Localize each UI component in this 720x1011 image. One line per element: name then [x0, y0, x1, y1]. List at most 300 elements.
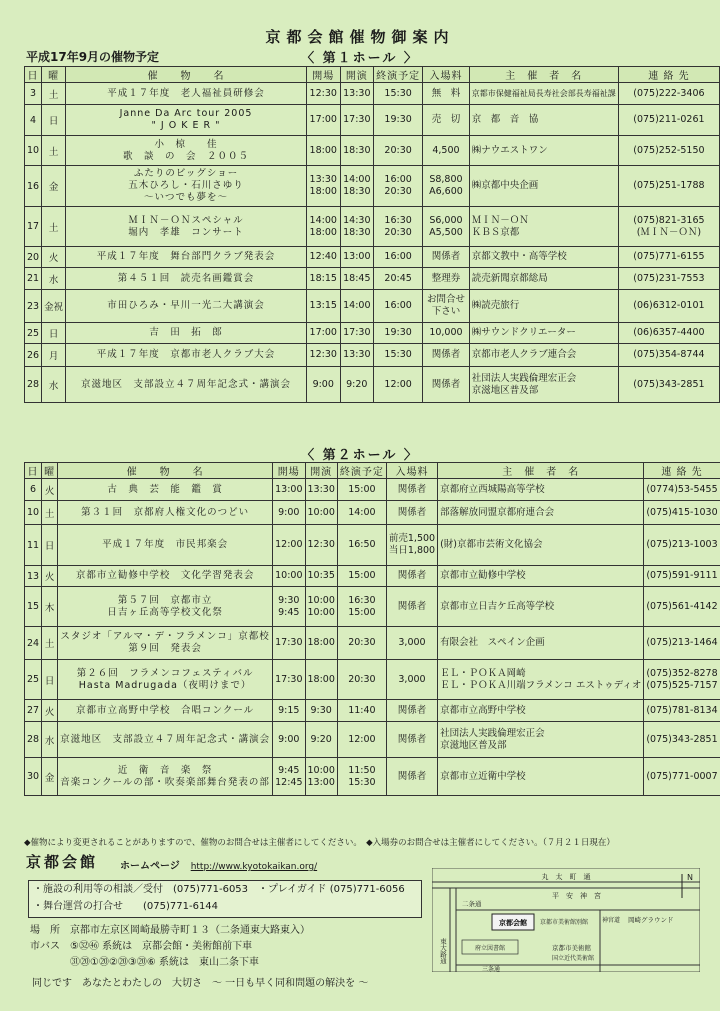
contact-cell-line: (075)213-1464: [646, 637, 718, 648]
address-text: 場 所 京都市左京区岡崎最勝寺町１３（二条通東大路東入）: [30, 925, 310, 936]
organizer-cell-line: 社団法人実践倫理宏正会: [471, 372, 577, 384]
start-time-cell-line: 14:00: [343, 174, 371, 185]
day-cell: 24: [25, 627, 42, 660]
open-time-cell: [306, 166, 340, 207]
event-cell: [58, 700, 273, 722]
table-row: [25, 722, 720, 758]
end-time-cell-line: 20:45: [384, 272, 412, 284]
end-time-cell-line: 14:00: [348, 506, 376, 518]
end-time-cell: [374, 166, 423, 207]
start-time-cell-line: 14:30: [343, 214, 371, 226]
start-time-cell-line: 18:30: [343, 186, 371, 197]
event-cell-line: " J O K E R ": [151, 120, 221, 131]
open-time-cell-line: 9:00: [278, 506, 300, 518]
nijo-label: 二条通: [462, 900, 482, 908]
open-time-cell-line: 12:45: [275, 776, 303, 788]
slogan-text: 同じです あなたとわたしの 大切さ 〜 一日も早く同和問題の解決を 〜: [32, 978, 369, 989]
organizer-cell-line: 京都文教中・高等学校: [471, 251, 567, 262]
day-cell: 4: [25, 105, 42, 136]
access-map: [432, 868, 700, 972]
contact-cell-line: (075)771-0007: [646, 770, 718, 782]
organizer-cell-line: (財)京都市芸術文化協会: [440, 539, 543, 550]
open-time-cell-line: 12:30: [309, 87, 337, 99]
start-time-cell-line: 10:00: [307, 594, 335, 606]
start-time-cell-line: 13:00: [307, 776, 335, 788]
start-time-cell: [305, 660, 337, 700]
end-time-cell-line: 16:50: [348, 539, 376, 550]
fee-cell: [386, 700, 437, 722]
weekday-cell: 土: [42, 136, 66, 166]
day-cell: 3: [25, 83, 42, 105]
fee-cell: [423, 290, 470, 323]
day-cell: 16: [25, 166, 42, 207]
weekday-cell: 土: [42, 207, 66, 247]
end-time-cell: [337, 660, 386, 700]
col-fee: 入場料: [386, 463, 437, 479]
open-time-cell: [306, 105, 340, 136]
day-cell: 27: [25, 700, 42, 722]
contact-cell: [618, 136, 719, 166]
organizer-cell: [469, 166, 618, 207]
fee-cell-line: 当日1,800: [388, 545, 436, 556]
weekday-cell: 金: [42, 758, 58, 796]
start-time-cell-line: 12:30: [307, 539, 335, 550]
open-time-cell: [306, 268, 340, 290]
day-cell: 23: [25, 290, 42, 323]
venue-name: 京都会館: [26, 853, 99, 871]
contact-cell-line: (06)6357-4400: [633, 327, 705, 338]
col-weekday: 曜: [42, 463, 58, 479]
contact-cell-line: (ＭＩＮ－ＯＮ): [636, 226, 702, 238]
start-time-cell: [305, 722, 337, 758]
organizer-cell-line: 京都市立日吉ケ丘高等学校: [440, 600, 555, 612]
organizer-cell-line: 京滋地区普及部: [440, 739, 507, 751]
contact-cell: [618, 268, 719, 290]
start-time-cell: [340, 290, 374, 323]
jingu-label: 神宮道: [602, 917, 621, 924]
event-cell: [58, 501, 273, 525]
contact-cell-line: (0774)53-5455: [646, 483, 718, 495]
event-cell-line: 音楽コンクールの部・吹奏楽部舞台発表の部: [60, 776, 270, 788]
open-time-cell-line: 17:30: [275, 637, 303, 648]
contact-cell: [644, 660, 720, 700]
event-cell: [66, 83, 307, 105]
contact-cell-line: (06)6312-0101: [633, 300, 705, 311]
fee-cell: [386, 525, 437, 566]
open-time-cell: [306, 207, 340, 247]
contact-line-2: ・舞台運営の打合せ (075)771-6144: [33, 901, 219, 912]
contact-cell-line: (075)591-9111: [646, 570, 718, 581]
table-row: [25, 105, 720, 136]
organizer-cell: [469, 83, 618, 105]
start-time-cell: [340, 323, 374, 344]
open-time-cell: [273, 587, 305, 627]
event-cell-line: スタジオ「アルマ・デ・フラメンコ」京都校: [60, 631, 270, 642]
contact-cell-line: (075)415-1030: [646, 506, 718, 518]
organizer-cell-line: 京都市保健福祉局長寿社会部長寿福祉課: [471, 88, 616, 98]
start-time-cell-line: 18:30: [343, 226, 371, 238]
start-time-cell-line: 9:20: [346, 378, 368, 390]
contact-cell-line: (075)354-8744: [633, 349, 705, 360]
fee-cell-line: 下さい: [431, 306, 461, 317]
start-time-cell-line: 10:35: [307, 570, 335, 581]
start-time-cell: [340, 166, 374, 207]
table-header-row: [25, 463, 720, 479]
event-cell-line: 市田ひろみ・早川一光二大講演会: [107, 300, 265, 311]
fee-cell: [386, 660, 437, 700]
weekday-cell: 火: [42, 479, 58, 501]
contact-cell: [618, 166, 719, 207]
contact-cell: [618, 83, 719, 105]
contact-cell-line: (075)525-7157: [646, 679, 718, 691]
contact-cell: [618, 207, 719, 247]
organizer-cell: [438, 566, 644, 587]
start-time-cell: [340, 367, 374, 403]
event-cell-line: 堀内 孝雄 コンサート: [128, 226, 244, 238]
end-time-cell: [374, 83, 423, 105]
weekday-cell: 土: [42, 83, 66, 105]
organizer-cell: [438, 660, 644, 700]
col-contact: 連 絡 先: [644, 463, 720, 479]
contact-cell-line: (075)231-7553: [633, 272, 705, 284]
open-time-cell-line: 17:30: [275, 673, 303, 685]
open-time-cell: [273, 627, 305, 660]
event-cell-line: 日吉ヶ丘高等学校文化祭: [107, 606, 223, 618]
col-day: 日: [25, 463, 42, 479]
start-time-cell-line: 13:30: [343, 349, 371, 360]
start-time-cell-line: 17:30: [343, 114, 371, 125]
col-start: 開演: [305, 463, 337, 479]
open-time-cell: [306, 83, 340, 105]
contact-cell: [618, 367, 719, 403]
hall1-schedule-table: [24, 66, 720, 403]
fee-cell-line: 関係者: [397, 600, 427, 612]
organizer-cell: [438, 525, 644, 566]
event-cell-line: 平成１７年度 老人福祉員研修会: [107, 87, 265, 99]
organizer-cell: [438, 700, 644, 722]
organizer-cell-line: ㈱京都中央企画: [471, 180, 539, 191]
fee-cell: [423, 367, 470, 403]
bus-line-2: ㉛⑳①⑳②⑳③⑳⑥ 系統は 東山二条下車: [30, 957, 260, 968]
open-time-cell-line: 18:00: [309, 144, 337, 156]
end-time-cell-line: 11:40: [348, 704, 376, 716]
organizer-cell: [469, 247, 618, 268]
weekday-cell: 火: [42, 566, 58, 587]
fee-cell: [386, 479, 437, 501]
contact-cell: [644, 627, 720, 660]
start-time-cell: [340, 105, 374, 136]
fee-cell-line: 4,500: [432, 144, 460, 156]
contact-line-1: ・施設の利用等の相談／受付 (075)771-6053 ・プレイガイド (075)771-6056: [33, 884, 405, 895]
heian-label: 平 安 神 宮: [552, 892, 601, 900]
col-event: 催 物 名: [66, 67, 307, 83]
col-start: 開演: [340, 67, 374, 83]
start-time-cell: [305, 566, 337, 587]
day-cell: 10: [25, 501, 42, 525]
start-time-cell-line: 18:30: [343, 144, 371, 156]
start-time-cell: [305, 587, 337, 627]
open-time-cell: [306, 136, 340, 166]
north-label: N: [687, 873, 693, 882]
end-time-cell: [374, 105, 423, 136]
event-cell-line: Janne Da Arc tour 2005: [119, 108, 253, 119]
organizer-cell-line: 京都市老人クラブ連合会: [471, 349, 577, 360]
open-time-cell: [306, 367, 340, 403]
contact-cell-line: (075)821-3165: [633, 214, 705, 226]
end-time-cell: [374, 247, 423, 268]
start-time-cell: [340, 247, 374, 268]
table-row: [25, 660, 720, 700]
fee-cell: [423, 166, 470, 207]
day-cell: 25: [25, 660, 42, 700]
event-cell: [66, 136, 307, 166]
open-time-cell-line: 18:15: [309, 272, 337, 284]
start-time-cell: [340, 268, 374, 290]
fee-cell-line: 関係者: [397, 506, 427, 518]
fee-cell-line: 関係者: [431, 378, 461, 390]
table-row: [25, 758, 720, 796]
event-cell-line: ＭＩＮ－ＯＮスペシャル: [128, 214, 244, 226]
start-time-cell: [340, 207, 374, 247]
organizer-cell-line: 京都市立近衛中学校: [440, 770, 526, 782]
col-organizer: 主 催 者 名: [469, 67, 618, 83]
sanjo-label: 三条通: [482, 966, 501, 972]
weekday-cell: 日: [42, 660, 58, 700]
end-time-cell-line: 11:50: [348, 764, 376, 776]
day-cell: 6: [25, 479, 42, 501]
end-time-cell-line: 20:30: [384, 226, 412, 238]
contact-cell-line: (075)213-1003: [646, 539, 718, 550]
organizer-cell-line: 部落解放同盟京都府連合会: [440, 506, 555, 518]
end-time-cell-line: 20:30: [384, 144, 412, 156]
end-time-cell-line: 16:00: [384, 174, 412, 185]
open-time-cell: [273, 525, 305, 566]
col-open: 開場: [306, 67, 340, 83]
fee-cell-line: 整理券: [431, 272, 461, 284]
contact-box: [28, 880, 422, 918]
organizer-cell: [438, 722, 644, 758]
day-cell: 20: [25, 247, 42, 268]
organizer-cell: [438, 501, 644, 525]
event-cell: [66, 367, 307, 403]
contact-cell-line: (075)222-3406: [633, 87, 705, 99]
contact-cell-line: (075)343-2851: [633, 378, 705, 390]
weekday-cell: 日: [42, 323, 66, 344]
event-cell-line: 古 典 芸 能 鑑 賞: [107, 483, 223, 495]
start-time-cell-line: 9:30: [310, 704, 332, 716]
contact-cell: [644, 525, 720, 566]
day-cell: 15: [25, 587, 42, 627]
fee-cell: [386, 758, 437, 796]
table-row: [25, 566, 720, 587]
day-cell: 28: [25, 367, 42, 403]
start-time-cell-line: 18:00: [307, 637, 335, 648]
end-time-cell: [374, 290, 423, 323]
table-row: [25, 323, 720, 344]
start-time-cell-line: 14:00: [343, 300, 371, 311]
col-end: 終演予定: [374, 67, 423, 83]
event-cell-line: ふたりのビッグショー: [133, 168, 239, 179]
fee-cell: [423, 268, 470, 290]
day-cell: 17: [25, 207, 42, 247]
contact-cell: [618, 323, 719, 344]
fee-cell-line: 関係者: [397, 733, 427, 745]
organizer-cell-line: 京都府立西城陽高等学校: [440, 483, 545, 495]
start-time-cell-line: 9:20: [310, 733, 332, 745]
weekday-cell: 火: [42, 700, 58, 722]
museum-label: 京都市美術館: [552, 944, 591, 952]
end-time-cell: [374, 367, 423, 403]
hall2-schedule-table: [24, 462, 720, 796]
table-row: [25, 344, 720, 367]
contact-cell: [618, 247, 719, 268]
weekday-cell: 土: [42, 501, 58, 525]
event-cell-line: 第４５１回 読売名画鑑賞会: [117, 272, 255, 284]
event-cell-line: 京滋地区 支部設立４７周年記念式・講演会: [81, 378, 292, 390]
organizer-cell-line: 京 都 音 協: [471, 114, 539, 125]
fee-cell: [423, 83, 470, 105]
end-time-cell: [374, 268, 423, 290]
fee-cell-line: お問合せ: [426, 294, 465, 305]
contact-cell-line: (075)781-8134: [646, 704, 718, 716]
open-time-cell: [273, 566, 305, 587]
event-cell: [58, 479, 273, 501]
start-time-cell: [340, 344, 374, 367]
end-time-cell-line: 19:30: [384, 114, 412, 125]
okazaki-label: 岡崎グラウンド: [628, 916, 674, 924]
table-row: [25, 501, 720, 525]
event-cell: [66, 166, 307, 207]
end-time-cell: [337, 501, 386, 525]
event-cell: [66, 207, 307, 247]
fee-cell-line: S8,800: [429, 174, 463, 185]
notes-text: ◆催物により変更されることがありますので、催物のお問合せは主催者にしてください。 ◆入場券のお問合せは主催者にしてください。（７月２１日現在）: [24, 838, 615, 848]
start-time-cell-line: 13:00: [343, 251, 371, 262]
col-weekday: 曜: [42, 67, 66, 83]
start-time-cell-line: 10:00: [307, 606, 335, 618]
event-cell-line: Hasta Madrugada（夜明けまで）: [78, 679, 252, 691]
fee-cell: [386, 627, 437, 660]
fee-cell: [386, 501, 437, 525]
end-time-cell: [337, 627, 386, 660]
organizer-cell: [438, 627, 644, 660]
event-cell: [58, 587, 273, 627]
contact-cell-line: (075)211-0261: [633, 114, 705, 125]
open-time-cell: [273, 501, 305, 525]
fee-cell: [386, 587, 437, 627]
weekday-cell: 日: [42, 525, 58, 566]
homepage-label: ホームページ: [120, 861, 180, 872]
end-time-cell-line: 15:30: [384, 87, 412, 99]
schedule-subtitle: 平成17年9月の催物予定: [26, 50, 160, 64]
weekday-cell: 日: [42, 105, 66, 136]
contact-cell-line: (075)251-1788: [633, 180, 705, 191]
col-open: 開場: [273, 463, 305, 479]
toshokan-label: 府立図書館: [474, 945, 506, 952]
event-cell: [58, 627, 273, 660]
organizer-cell-line: 読売新聞京都総局: [471, 272, 548, 284]
end-time-cell: [337, 700, 386, 722]
open-time-cell-line: 12:40: [309, 251, 337, 262]
open-time-cell-line: 17:00: [309, 114, 337, 125]
contact-cell: [618, 105, 719, 136]
day-cell: 25: [25, 323, 42, 344]
table-row: [25, 207, 720, 247]
organizer-cell: [469, 105, 618, 136]
weekday-cell: 木: [42, 587, 58, 627]
start-time-cell: [305, 758, 337, 796]
table-row: [25, 247, 720, 268]
contact-cell: [644, 479, 720, 501]
organizer-cell-line: ＥＬ・ＰＯＫＡ川端フラメンコ エストゥディオ: [440, 679, 642, 691]
table-row: [25, 525, 720, 566]
end-time-cell: [337, 479, 386, 501]
open-time-cell-line: 18:00: [309, 186, 337, 197]
end-time-cell-line: 20:30: [348, 637, 376, 648]
contact-cell-line: (075)343-2851: [646, 733, 718, 745]
table-row: [25, 268, 720, 290]
homepage-link[interactable]: http://www.kyotokaikan.org/: [190, 862, 318, 872]
kokuritsu-label: 国立近代美術館: [552, 955, 595, 962]
event-cell: [58, 758, 273, 796]
fee-cell-line: A5,500: [429, 226, 463, 238]
end-time-cell-line: 15:00: [348, 570, 376, 581]
start-time-cell-line: 10:00: [307, 764, 335, 776]
fee-cell-line: 無 料: [431, 87, 461, 99]
organizer-cell: [469, 323, 618, 344]
event-cell-line: 五木ひろし・石川さゆり: [128, 180, 244, 191]
start-time-cell-line: 13:30: [343, 87, 371, 99]
day-cell: 30: [25, 758, 42, 796]
organizer-cell-line: ㈱読売旅行: [471, 300, 520, 311]
col-fee: 入場料: [423, 67, 470, 83]
day-cell: 26: [25, 344, 42, 367]
col-end: 終演予定: [337, 463, 386, 479]
contact-cell: [644, 501, 720, 525]
open-time-cell: [306, 323, 340, 344]
event-cell: [58, 525, 273, 566]
open-time-cell: [306, 290, 340, 323]
end-time-cell: [374, 323, 423, 344]
organizer-cell: [438, 587, 644, 627]
organizer-cell-line: 京都市立勧修中学校: [440, 570, 526, 581]
contact-cell-line: (075)561-4142: [646, 600, 718, 612]
col-event: 催 物 名: [58, 463, 273, 479]
bijutsukan-label: 京都市美術館別館: [540, 919, 589, 926]
day-cell: 11: [25, 525, 42, 566]
organizer-cell-line: ㈱サウンドクリエーター: [471, 327, 576, 338]
marutamachi-label: 丸 太 町 通: [541, 873, 591, 881]
end-time-cell-line: 15:30: [384, 349, 412, 360]
fee-cell-line: 関係者: [431, 251, 461, 262]
col-contact: 連 絡 先: [618, 67, 719, 83]
event-cell: [66, 247, 307, 268]
table-row: [25, 136, 720, 166]
organizer-cell: [438, 758, 644, 796]
page-title: 京都会館催物御案内: [265, 28, 455, 46]
organizer-cell-line: 有限会社 スペイン企画: [440, 637, 545, 648]
organizer-cell: [469, 344, 618, 367]
contact-cell-line: (075)352-8278: [646, 667, 718, 679]
event-cell-line: 平成１７年度 舞台部門クラブ発表会: [96, 251, 276, 262]
day-cell: 21: [25, 268, 42, 290]
end-time-cell-line: 19:30: [384, 327, 412, 338]
organizer-cell-line: 京滋地区普及部: [471, 384, 539, 396]
start-time-cell: [305, 501, 337, 525]
weekday-cell: 火: [42, 247, 66, 268]
open-time-cell-line: 9:45: [278, 606, 300, 618]
open-time-cell-line: 14:00: [309, 214, 337, 226]
